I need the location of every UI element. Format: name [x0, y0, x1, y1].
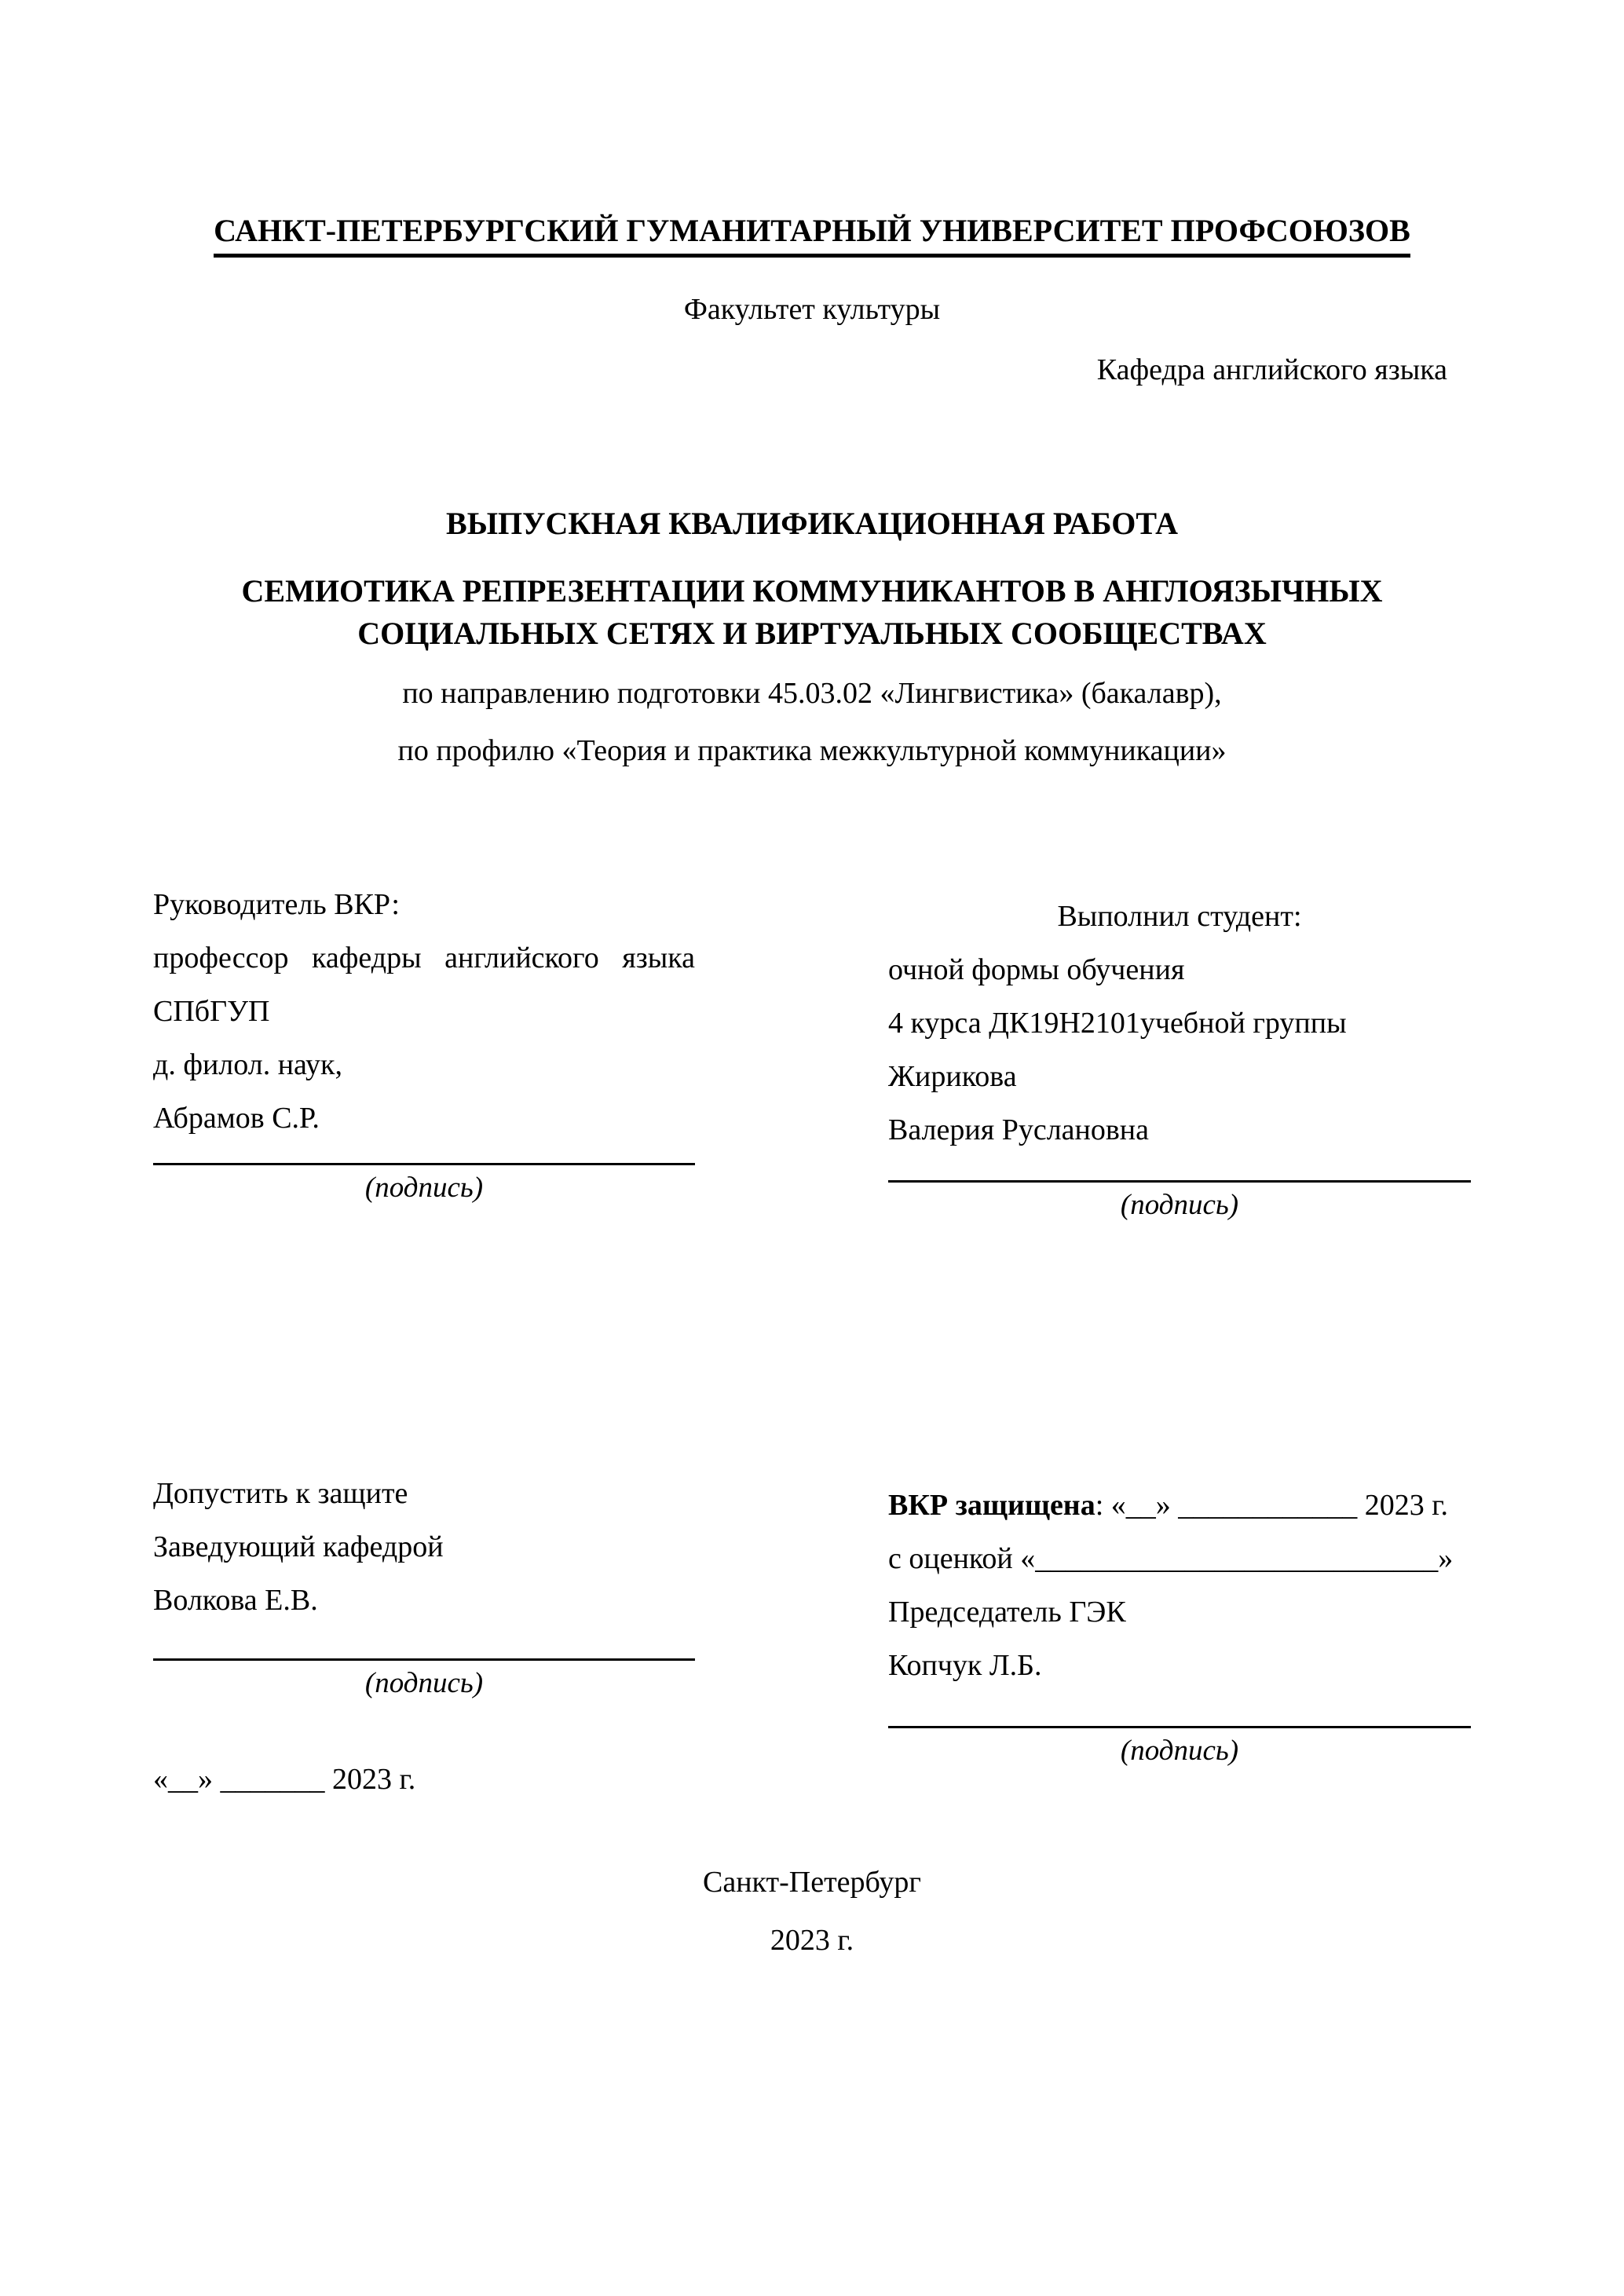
defense-chair-title: Председатель ГЭК: [888, 1596, 1126, 1629]
footer: [153, 1865, 1471, 1958]
supervisor-name: Абрамов С.Р.: [153, 1102, 320, 1135]
university-name-heading: [153, 214, 1471, 258]
admission-date-line: «__» _______ 2023 г.: [153, 1763, 416, 1796]
defense-signature-caption: (подпись): [1120, 1735, 1239, 1767]
thesis-title-line-2: СОЦИАЛЬНЫХ СЕТЯХ И ВИРТУАЛЬНЫХ СООБЩЕСТВАХ: [357, 616, 1267, 651]
faculty-name: Факультет культуры: [683, 293, 941, 326]
supervisor-position-line-1: профессор кафедры английского языка: [153, 941, 695, 974]
admission-line-2: Заведующий кафедрой: [153, 1530, 444, 1563]
footer-year: 2023 г.: [770, 1924, 854, 1957]
defense-grade-line: с оценкой «___________________________»: [888, 1542, 1454, 1575]
defense-signature-line: [888, 1726, 1471, 1728]
defense-status-line: [888, 1490, 1471, 1520]
admission-section: [153, 1479, 695, 1818]
work-type-heading: ВЫПУСКНАЯ КВАЛИФИКАЦИОННАЯ РАБОТА: [446, 506, 1178, 541]
student-section: [888, 901, 1471, 1243]
thesis-title: [153, 570, 1471, 655]
supervisor-label: Руководитель ВКР:: [153, 888, 400, 921]
defense-status-rest: : «__» ____________ 2023 г.: [1095, 1489, 1449, 1522]
thesis-title-line-1: СЕМИОТИКА РЕПРЕЗЕНТАЦИИ КОММУНИКАНТОВ В АНГЛОЯЗЫЧНЫХ: [241, 573, 1383, 609]
supervisor-signature-line: [153, 1163, 695, 1165]
student-study-form: очной формы обучения: [888, 953, 1185, 986]
student-name-patronymic: Валерия Руслановна: [888, 1113, 1149, 1146]
supervisor-degree: д. филол. наук,: [153, 1048, 342, 1081]
supervisor-position-line-2: СПбГУП: [153, 995, 270, 1028]
footer-city: Санкт-Петербург: [702, 1866, 922, 1899]
admission-signature-line: [153, 1658, 695, 1661]
university-name-text: САНКТ-ПЕТЕРБУРГСКИЙ ГУМАНИТАРНЫЙ УНИВЕРСИТЕТ ПРОФСОЮЗОВ: [214, 214, 1410, 258]
student-signature-caption: (подпись): [1120, 1189, 1239, 1221]
admission-line-1: Допустить к защите: [153, 1477, 408, 1510]
department-name: Кафедра английского языка: [1096, 353, 1447, 386]
supervisor-section: [153, 890, 695, 1243]
program-line: по направлению подготовки 45.03.02 «Лингвистика» (бакалавр),: [402, 677, 1222, 710]
defense-section: [888, 1490, 1471, 1818]
defense-status-bold: ВКР защищена: [888, 1489, 1095, 1522]
approval-columns: [153, 1479, 1471, 1818]
student-label: Выполнил студент:: [1057, 900, 1302, 933]
student-signature-line: [888, 1180, 1471, 1183]
profile-line: по профилю «Теория и практика межкультурной коммуникации»: [397, 734, 1227, 767]
student-group: 4 курса ДК19Н2101учебной группы: [888, 1007, 1347, 1040]
admission-head-name: Волкова Е.В.: [153, 1584, 318, 1617]
student-surname: Жирикова: [888, 1060, 1017, 1093]
admission-signature-caption: (подпись): [364, 1667, 484, 1699]
signature-columns: [153, 890, 1471, 1243]
defense-chair-name: Копчук Л.Б.: [888, 1649, 1042, 1682]
supervisor-signature-caption: (подпись): [364, 1172, 484, 1204]
